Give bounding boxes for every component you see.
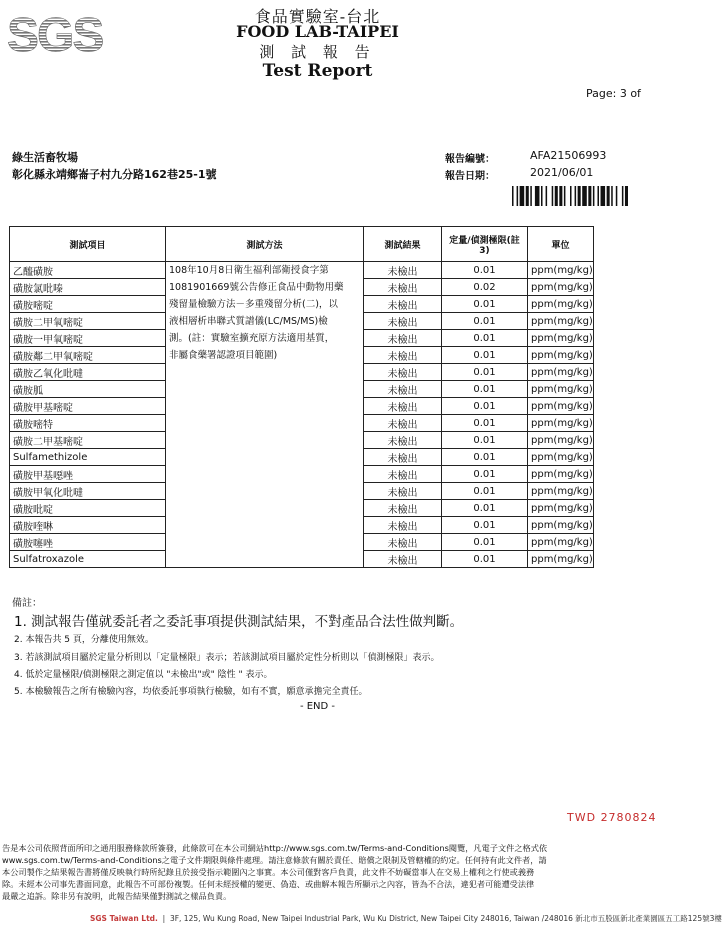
test-item: 磺胺二甲基嘧啶	[10, 432, 166, 449]
test-result: 未檢出	[364, 449, 442, 466]
test-result: 未檢出	[364, 262, 442, 279]
header-method: 測試方法	[166, 227, 364, 262]
table-row	[10, 262, 594, 279]
test-unit: ppm(mg/kg)	[528, 296, 594, 313]
test-unit: ppm(mg/kg)	[528, 415, 594, 432]
test-result: 未檢出	[364, 381, 442, 398]
test-method	[166, 262, 364, 568]
test-method-line: 液相層析串聯式質譜儀(LC/MS/MS)檢	[169, 316, 328, 327]
barcode-bar	[597, 186, 599, 206]
test-result: 未檢出	[364, 296, 442, 313]
barcode-bar	[530, 186, 532, 206]
results-table	[9, 226, 594, 568]
barcode-bar	[588, 186, 591, 206]
barcode-bar	[622, 186, 624, 206]
barcode	[512, 186, 628, 206]
test-method-line: 測。(註：實驗室擴充原方法適用基質，	[169, 333, 335, 344]
test-item: 磺胺嘧特	[10, 415, 166, 432]
test-item: 磺胺一甲氧嘧啶	[10, 330, 166, 347]
disclaimer-line: 最嚴之追訴。除非另有說明，此報告結果僅對測試之樣品負責。	[2, 891, 232, 901]
test-unit: ppm(mg/kg)	[528, 449, 594, 466]
header-loq: 定量/偵測極限(註3)	[442, 227, 528, 262]
test-method-line: 1081901669號公告修正食品中動物用藥	[169, 282, 344, 293]
barcode-bar	[582, 186, 587, 206]
barcode-bar	[559, 186, 562, 206]
test-unit: ppm(mg/kg)	[528, 330, 594, 347]
test-loq: 0.01	[442, 347, 528, 364]
test-item: 磺胺甲氧化吡噠	[10, 483, 166, 500]
barcode-bar	[601, 186, 606, 206]
test-unit: ppm(mg/kg)	[528, 279, 594, 296]
table-header-row	[10, 227, 594, 262]
test-loq: 0.01	[442, 313, 528, 330]
test-loq: 0.01	[442, 517, 528, 534]
barcode-bar	[520, 186, 525, 206]
test-item: Sulfamethizole	[10, 449, 166, 466]
report-no: AFA21506993	[530, 149, 607, 162]
test-unit: ppm(mg/kg)	[528, 398, 594, 415]
barcode-bar	[611, 186, 613, 206]
barcode-bar	[607, 186, 610, 206]
test-item: 磺胺氯吡嗪	[10, 279, 166, 296]
test-loq: 0.01	[442, 466, 528, 483]
report-date: 2021/06/01	[530, 166, 594, 179]
test-result: 未檢出	[364, 534, 442, 551]
test-unit: ppm(mg/kg)	[528, 262, 594, 279]
test-unit: ppm(mg/kg)	[528, 534, 594, 551]
barcode-bar	[526, 186, 529, 206]
barcode-bar	[555, 186, 558, 206]
note-1: 1. 測試報告僅就委託者之委託事項提供測試結果，不對產品合法性做判斷。	[14, 614, 464, 630]
end-marker: - END -	[299, 701, 336, 712]
test-method-line: 殘留量檢驗方法－多重殘留分析(二)，以	[169, 299, 338, 310]
client-address: 彰化縣永靖鄉崙子村九分路162巷25-1號	[12, 168, 217, 181]
test-item: 磺胺嘧啶	[10, 296, 166, 313]
lab-title-zh: 食品實驗室-台北	[254, 7, 381, 26]
test-unit: ppm(mg/kg)	[528, 466, 594, 483]
test-method-line: 108年10月8日衛生福利部衛授食字第	[169, 265, 329, 276]
notes-title: 備註：	[12, 598, 42, 609]
report-no-label: 報告編號：	[445, 154, 495, 165]
svg-text:SGS: SGS	[7, 9, 103, 62]
test-item: 磺胺吡啶	[10, 500, 166, 517]
test-loq: 0.01	[442, 262, 528, 279]
disclaimer-line: 告是本公司依照背面所印之通用服務條款所簽發，此條款可在本公司網站http://www.sgs.com.tw/Terms-and-Conditions閱覽，凡電子文件之格式依	[2, 843, 548, 853]
test-loq: 0.01	[442, 364, 528, 381]
client-name: 綠生活畜牧場	[12, 151, 78, 164]
test-unit: ppm(mg/kg)	[528, 551, 594, 568]
barcode-bar	[575, 186, 577, 206]
report-title-zh: 測 試 報 告	[259, 43, 376, 61]
report-title-en: Test Report	[262, 61, 373, 81]
test-unit: ppm(mg/kg)	[528, 517, 594, 534]
lab-title-en: FOOD LAB-TAIPEI	[236, 22, 399, 41]
test-item: 磺胺二甲氧嘧啶	[10, 313, 166, 330]
test-result: 未檢出	[364, 466, 442, 483]
test-result: 未檢出	[364, 364, 442, 381]
test-result: 未檢出	[364, 279, 442, 296]
barcode-bar	[535, 186, 540, 206]
disclaimer-line: 本公司製作之結果報告書將僅反映執行時所紀錄且於接受指示範圍內之事實。本公司僅對客戶負責，此文件不妨礙當事人在交易上權利之行使或義務	[2, 867, 535, 877]
test-unit: ppm(mg/kg)	[528, 483, 594, 500]
test-loq: 0.01	[442, 432, 528, 449]
test-loq: 0.01	[442, 415, 528, 432]
test-unit: ppm(mg/kg)	[528, 500, 594, 517]
disclaimer-line: www.sgs.com.tw/Terms-and-Conditions之電子文件期限與條件處理。請注意條款有關於責任、賠償之限制及管轄權的約定。任何持有此文件者，請	[2, 855, 547, 865]
test-result: 未檢出	[364, 415, 442, 432]
test-unit: ppm(mg/kg)	[528, 381, 594, 398]
test-loq: 0.01	[442, 296, 528, 313]
report-date-label: 報告日期：	[445, 171, 495, 182]
barcode-bar	[570, 186, 572, 206]
test-loq: 0.01	[442, 551, 528, 568]
serial-stamp: TWD 2780824	[567, 811, 657, 824]
header-item: 測試項目	[10, 227, 166, 262]
barcode-bar	[593, 186, 595, 206]
test-item: 磺胺乙氧化吡噠	[10, 364, 166, 381]
test-loq: 0.01	[442, 449, 528, 466]
test-item: 乙醯磺胺	[10, 262, 166, 279]
test-unit: ppm(mg/kg)	[528, 432, 594, 449]
barcode-bar	[625, 186, 628, 206]
note-2: 2. 本報告共 5 頁，分離使用無效。	[14, 635, 154, 645]
test-result: 未檢出	[364, 551, 442, 568]
test-result: 未檢出	[364, 330, 442, 347]
test-loq: 0.01	[442, 534, 528, 551]
test-item: 磺胺噻唑	[10, 534, 166, 551]
barcode-bar	[546, 186, 548, 206]
test-result: 未檢出	[364, 398, 442, 415]
barcode-bar	[616, 186, 618, 206]
header-result: 測試結果	[364, 227, 442, 262]
footer-company: SGS Taiwan Ltd.	[90, 914, 158, 923]
barcode-bar	[541, 186, 543, 206]
test-loq: 0.02	[442, 279, 528, 296]
test-item: 磺胺甲基噁唑	[10, 466, 166, 483]
test-result: 未檢出	[364, 347, 442, 364]
note-4: 4. 低於定量極限/偵測極限之測定值以 "未檢出"或" 陰性 " 表示。	[14, 670, 273, 680]
test-loq: 0.01	[442, 483, 528, 500]
footer-address: 3F, 125, Wu Kung Road, New Taipei Industrial Park, Wu Ku District, New Taipei City 248016, Taiwan /248016 新北市五股區新北產業園區五工路125號3樓	[169, 914, 722, 923]
test-loq: 0.01	[442, 330, 528, 347]
test-item: 磺胺甲基嘧啶	[10, 398, 166, 415]
footer: SGS Taiwan Ltd. | 3F, 125, Wu Kung Road, New Taipei Industrial Park, Wu Ku District, New Taipei City 248016, Taiwan /248016 新北市五股區新北產業園區五工路125號3樓	[90, 914, 722, 923]
test-item: 磺胺鄰二甲氧嘧啶	[10, 347, 166, 364]
test-result: 未檢出	[364, 432, 442, 449]
test-result: 未檢出	[364, 313, 442, 330]
test-item: Sulfatroxazole	[10, 551, 166, 568]
test-loq: 0.01	[442, 381, 528, 398]
test-loq: 0.01	[442, 500, 528, 517]
test-unit: ppm(mg/kg)	[528, 364, 594, 381]
test-unit: ppm(mg/kg)	[528, 347, 594, 364]
disclaimer-line: 除。未經本公司事先書面同意，此報告不可部份複製。任何未經授權的變更、偽造、或曲解本報告所顯示之內容，皆為不合法，違犯者可能遭受法律	[2, 879, 535, 889]
test-result: 未檢出	[364, 517, 442, 534]
note-3: 3. 若該測試項目屬於定量分析則以「定量極限」表示；若該測試項目屬於定性分析則以「偵測極限」表示。	[14, 653, 440, 663]
header-unit: 單位	[528, 227, 594, 262]
barcode-bar	[578, 186, 581, 206]
barcode-bar	[512, 186, 514, 206]
test-result: 未檢出	[364, 483, 442, 500]
note-5: 5. 本檢驗報告之所有檢驗內容，均依委託事項執行檢驗，如有不實，願意承擔完全責任。	[14, 687, 368, 697]
barcode-bar	[564, 186, 566, 206]
test-item: 磺胺胍	[10, 381, 166, 398]
barcode-bar	[552, 186, 554, 206]
test-loq: 0.01	[442, 398, 528, 415]
test-result: 未檢出	[364, 500, 442, 517]
test-unit: ppm(mg/kg)	[528, 313, 594, 330]
test-item: 磺胺喹啉	[10, 517, 166, 534]
page-number: Page: 3 of	[586, 87, 641, 100]
barcode-bar	[517, 186, 519, 206]
test-method-line: 非屬食藥署認證項目範圍)	[169, 350, 278, 361]
